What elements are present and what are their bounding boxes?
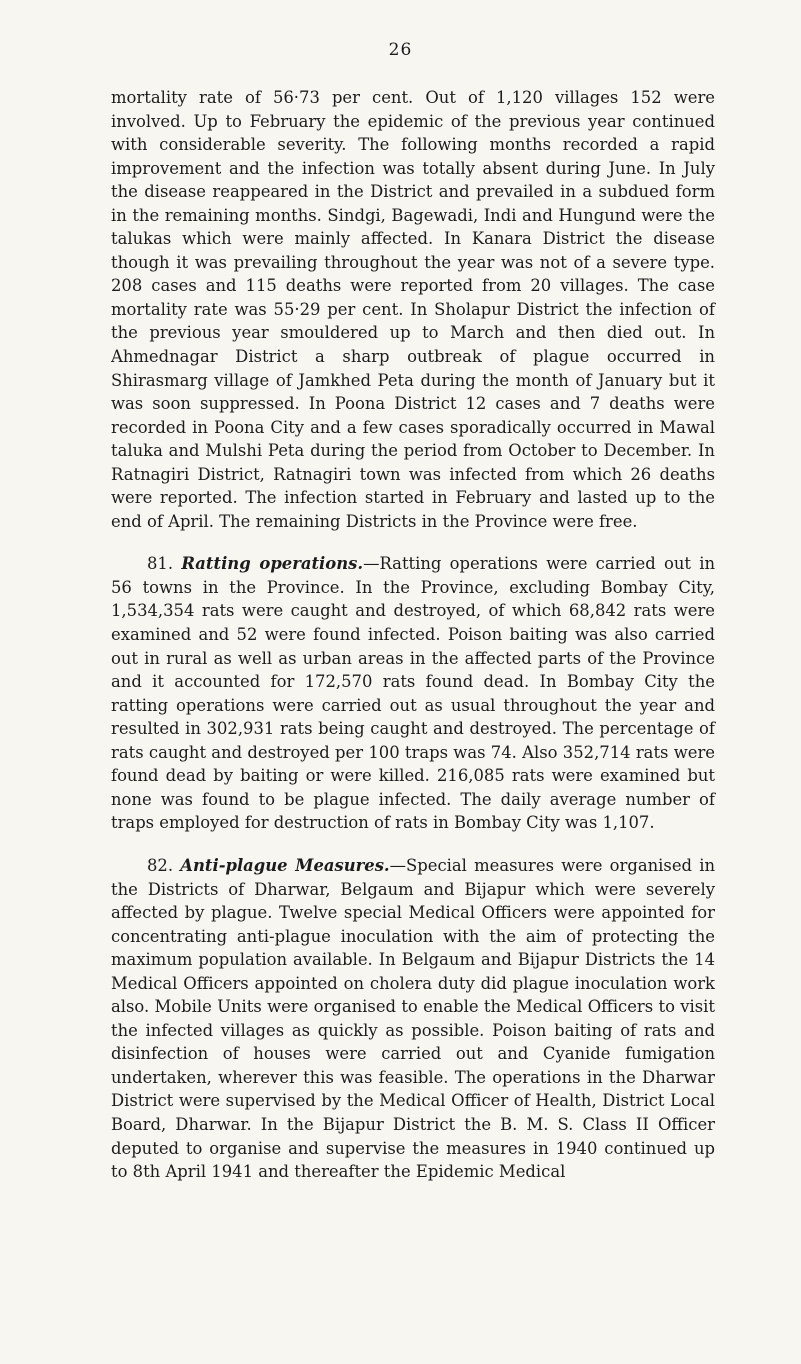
paragraph-ratting-operations [111,552,715,835]
section-body-ratting-operations: —Ratting operations were carried out in 56 towns in the Province. In the Province, excluding Bombay City, 1,534,354 rats were caught and destroyed, of which 68,842 rats were examined and 52 were found infected. Poison baiting was also carried out in rural as well as urban areas in the affected parts of the Province and it accounted for 172,570 rats found dead. In Bombay City the ratting operations were carried out as usual throughout the year and resulted in 302,931 rats being caught and destroyed. The percentage of rats caught and destroyed per 100 traps was 74. Also 352,714 rats were found dead by baiting or were killed. 216,085 rats were examined but none was found to be plague infected. The daily average number of traps employed for destruction of rats in Bombay City was 1,107. [111,554,715,833]
paragraph-plague-districts: mortality rate of 56·73 per cent. Out of 1,120 villages 152 were involved. Up to February the epidemic of the previous year continued with considerable severity. The following months recorded a rapid improvement and the infection was totally absent during June. In July the disease reappeared in the District and prevailed in a subdued form in the remaining months. Sindgi, Bagewadi, Indi and Hungund were the talukas which were mainly affected. In Kanara District the disease though it was prevailing throughout the year was not of a severe type. 208 cases and 115 deaths were reported from 20 villages. The case mortality rate was 55·29 per cent. In Sholapur District the infection of the previous year smouldered up to March and then died out. In Ahmednagar District a sharp outbreak of plague occurred in Shirasmarg village of Jamkhed Peta during the month of January but it was soon suppressed. In Poona District 12 cases and 7 deaths were recorded in Poona City and a few cases sporadically occurred in Mawal taluka and Mulshi Peta during the period from October to December. In Ratnagiri District, Ratnagiri town was infected from which 26 deaths were reported. The infection started in February and lasted up to the end of April. The remaining Districts in the Province were free. [111,88,715,531]
section-body-anti-plague-measures: —Special measures were organised in the Districts of Dharwar, Belgaum and Bijapur which were severely affected by plague. Twelve special Medical Officers were appointed for concentrating anti-plague inoculation with the aim of protecting the maximum population available. In Belgaum and Bijapur Districts the 14 Medical Officers appointed on cholera duty did plague inoculation work also. Mobile Units were organised to enable the Medical Officers to visit the infected villages as quickly as possible. Poison baiting of rats and disinfection of houses were carried out and Cyanide fumigation undertaken, wherever this was feasible. The operations in the Dharwar District were supervised by the Medical Officer of Health, District Local Board, Dharwar. In the Bijapur District the B. M. S. Class II Officer deputed to organise and supervise the measures in 1940 continued up to 8th April 1941 and thereafter the Epidemic Medical [111,855,715,1182]
page-number: 26 [388,40,413,60]
section-heading-anti-plague-measures: Anti-plague Measures. [180,855,390,875]
body-text [111,86,715,1184]
section-heading-ratting-operations: Ratting operations. [181,554,364,574]
paragraph-anti-plague-measures [111,854,715,1184]
section-number-81: 81. [147,554,174,574]
section-number-82: 82. [147,855,174,875]
